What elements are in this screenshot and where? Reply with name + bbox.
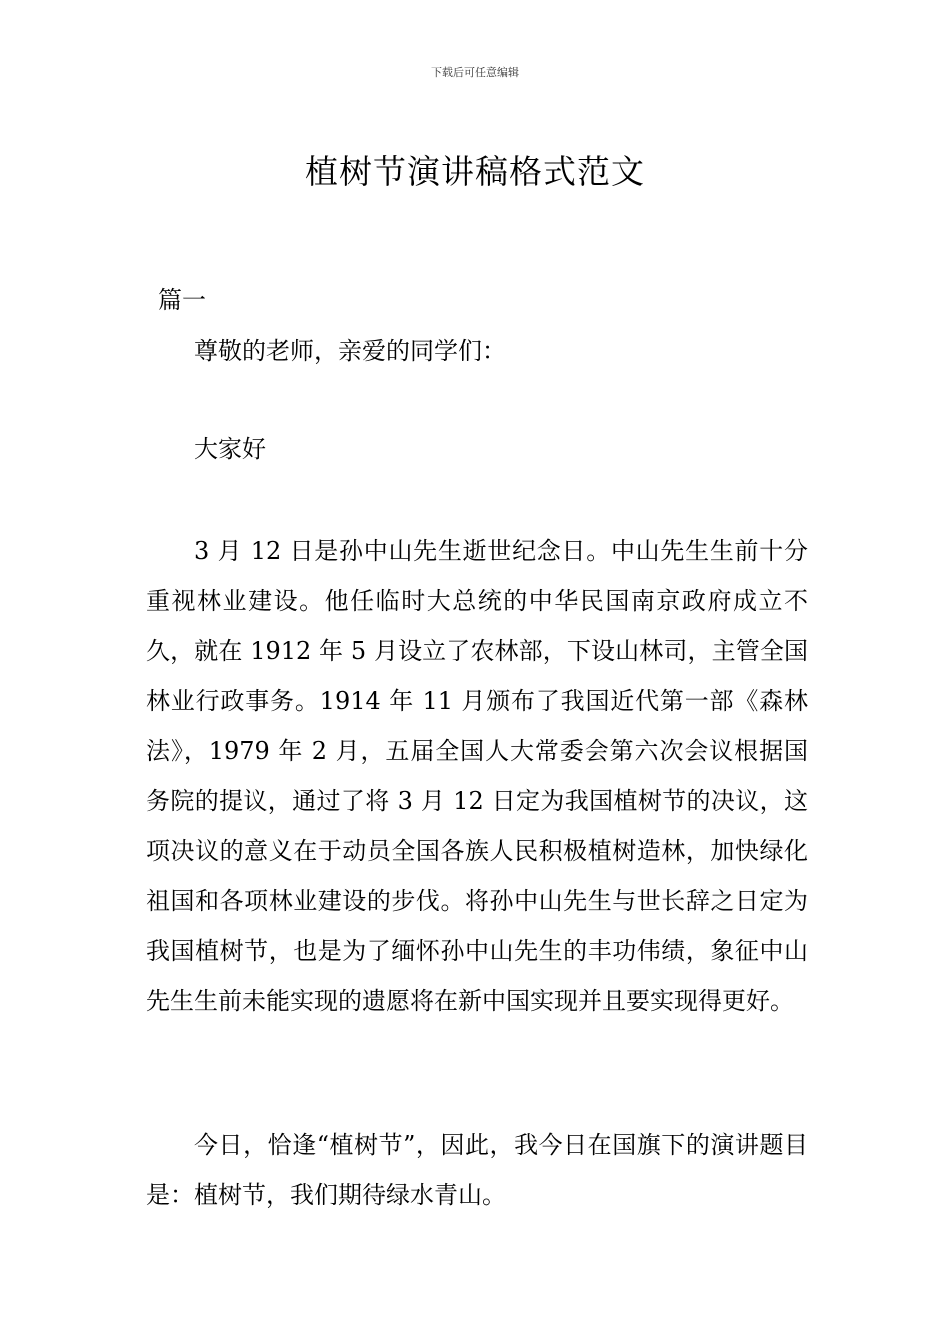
header-note: 下载后可任意编辑 (431, 66, 519, 79)
salutation-paragraph: 尊敬的老师，亲爱的同学们： (194, 337, 506, 365)
body-paragraph-topic: 今日，恰逢“植树节”，因此，我今日在国旗下的演讲题目是：植树节，我们期待绿水青山。 (146, 1131, 808, 1209)
body-paragraph-history: 3 月 12 日是孙中山先生逝世纪念日。中山先生生前十分重视林业建设。他任临时大总统的中华民国南京政府成立不久，就在 1912 年 5 月设立了农林部，下设山林司，主管全国林业行政事务。1914 年 11 月颁布了我国近代第一部《森林法》，1979 年 2 月，五届全国人大常委会第六次会议根据国务院的提议，通过了将 3 月 12 日定为我国植树节的决议，这项决议的意义在于动员全国各族人民积极植树造林，加快绿化祖国和各项林业建设的步伐。将孙中山先生与世长辞之日定为我国植树节，也是为了缅怀孙中山先生的丰功伟绩，象征中山先生生前未能实现的遗愿将在新中国实现并且要实现得更好。 (146, 537, 808, 1015)
document-title: 植树节演讲稿格式范文 (305, 152, 645, 192)
greeting-paragraph: 大家好 (194, 435, 266, 463)
section-label: 篇一 (158, 286, 206, 314)
